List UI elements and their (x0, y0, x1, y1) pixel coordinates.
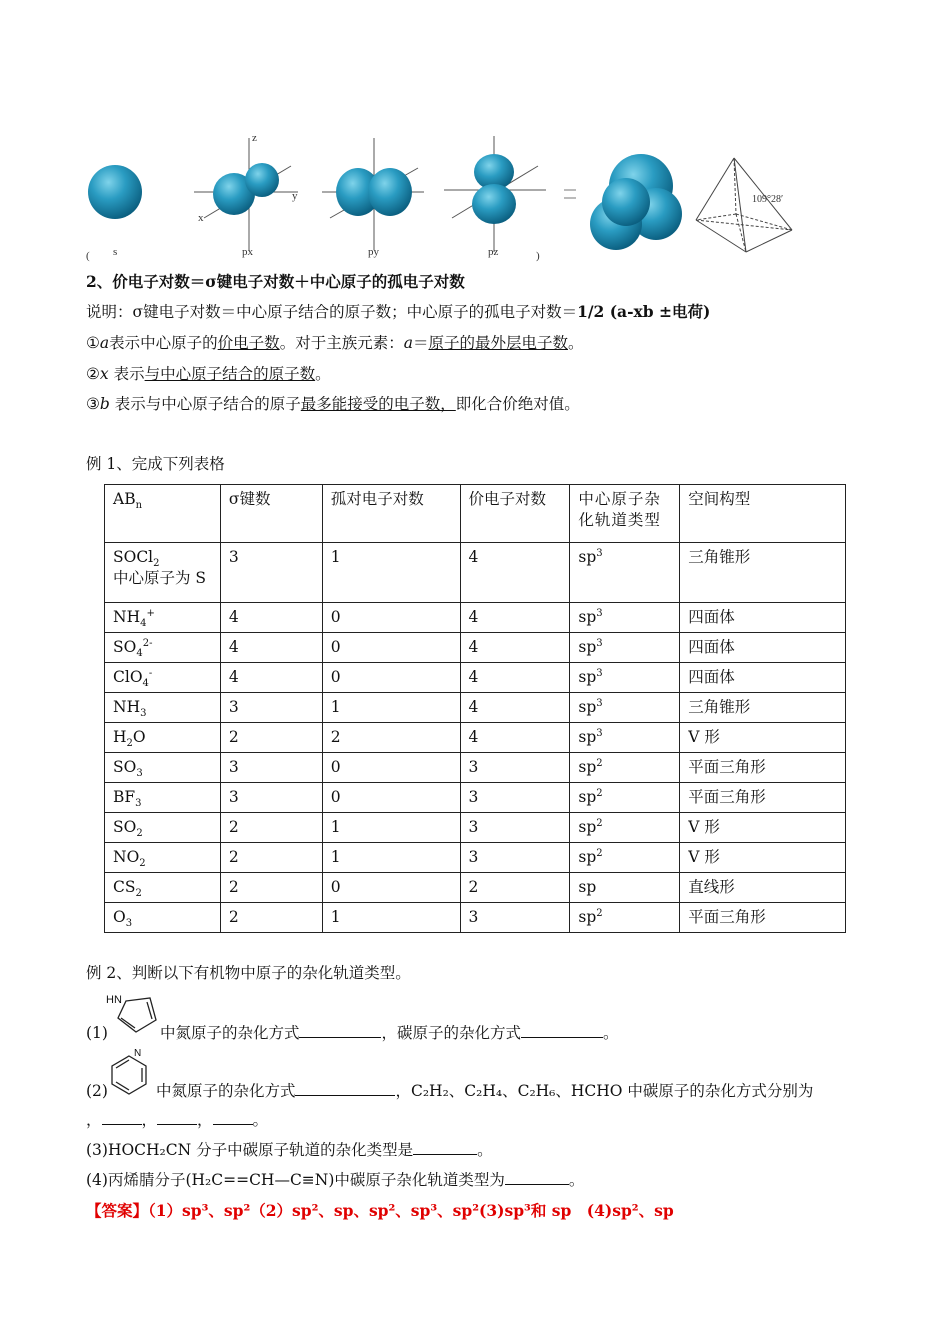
table-row (105, 903, 846, 933)
item-x-line (86, 363, 331, 385)
shape-cell: 平面三角形 (680, 783, 846, 813)
hybrid-cell: $sp^3$ (570, 603, 680, 633)
formula-cell: $NH_4^+$ (105, 603, 221, 633)
lone-pair-cell: 1 (322, 813, 460, 843)
q2-text: 中氮原子的杂化方式 (155, 1082, 296, 1100)
table-header-row (105, 485, 846, 543)
lone-pair-cell: 0 (322, 663, 460, 693)
item-x-marker: ② (86, 365, 100, 383)
header-shape: 空间构型 (680, 485, 846, 543)
header-abn: $AB_n$ (105, 485, 221, 543)
q2-line (86, 1080, 813, 1102)
s-orbital-shape (88, 165, 142, 219)
note-line (86, 301, 710, 323)
hybrid-cell: $sp^2$ (570, 813, 680, 843)
lone-pair-cell: 0 (322, 873, 460, 903)
table-row (105, 813, 846, 843)
lone-pair-cell: 1 (322, 693, 460, 723)
note-prefix: 说明：σ键电子对数＝中心原子结合的原子数；中心原子的孤电子对数＝ (86, 303, 578, 321)
formula-cell: $SO_2$ (105, 813, 221, 843)
q2-sep-2: ， (197, 1111, 213, 1129)
shape-cell: 三角锥形 (680, 693, 846, 723)
q1-line (86, 1022, 619, 1044)
shape-cell: 四面体 (680, 663, 846, 693)
sigma-cell: 2 (220, 873, 322, 903)
hybrid-cell: $sp^2$ (570, 783, 680, 813)
hybrid-cell: $sp^2$ (570, 903, 680, 933)
formula-cell: $H_2O$ (105, 723, 221, 753)
valence-pair-cell: 2 (460, 873, 570, 903)
note-formula: 1/2 (a-xb ±电荷) (577, 302, 711, 321)
valence-pair-cell: 4 (460, 723, 570, 753)
item-b-marker: ③ (86, 395, 100, 413)
hybridization-diagram (86, 128, 801, 264)
table-row (105, 693, 846, 723)
item-a-line (86, 332, 584, 354)
figure-paren-left: ( (86, 250, 90, 262)
valence-pair-cell: 4 (460, 693, 570, 723)
item-b-line (86, 393, 580, 415)
shape-cell: 平面三角形 (680, 903, 846, 933)
valence-pair-cell: 3 (460, 843, 570, 873)
q2-sep-0: ， (86, 1111, 102, 1129)
sigma-cell: 3 (220, 753, 322, 783)
formula-cell: $O_3$ (105, 903, 221, 933)
table-row (105, 873, 846, 903)
lone-pair-cell: 0 (322, 753, 460, 783)
item-b-end: 即化合价绝对值。 (455, 395, 580, 413)
q4-end: 。 (568, 1171, 585, 1189)
shape-cell: 直线形 (680, 873, 846, 903)
answer-line (86, 1200, 674, 1222)
formula-cell: SOCl$_2$ 中心原子为 S (105, 543, 221, 603)
lone-pair-cell: 0 (322, 633, 460, 663)
header-lone: 孤对电子对数 (322, 485, 460, 543)
tetrahedron-diagram (696, 158, 792, 252)
item-x-text: 表示 (108, 365, 145, 383)
hybrid-cell: $sp^2$ (570, 753, 680, 783)
answer-tag: 【答案】 (86, 1201, 149, 1220)
py-orbital-shape (322, 138, 424, 250)
item-a-underline-2: 原子的最外层电子数 (428, 334, 568, 352)
hybrid-cell: $sp^3$ (570, 633, 680, 663)
q3-line (86, 1139, 493, 1161)
q2-text-2: ，C₂H₂、C₂H₄、C₂H₆、HCHO 中碳原子的杂化方式分别为 (395, 1082, 814, 1100)
q4-text: (4)丙烯腈分子(H₂C==CH—C≡N)中碳原子杂化轨道类型为 (86, 1171, 505, 1189)
q1-number: (1) (86, 1024, 108, 1042)
table-body (105, 543, 846, 933)
lone-pair-cell: 1 (322, 843, 460, 873)
valence-pair-cell: 4 (460, 603, 570, 633)
var-x: x (99, 365, 109, 383)
q1-end: 。 (603, 1024, 619, 1042)
hybridization-table (104, 484, 846, 933)
q3-blank[interactable] (413, 1140, 477, 1155)
valence-pair-cell: 3 (460, 753, 570, 783)
section-heading: 2、价电子对数＝σ键电子对数＋中心原子的孤电子对数 (86, 272, 465, 291)
sigma-cell: 2 (220, 723, 322, 753)
valence-pair-cell: 3 (460, 813, 570, 843)
item-b-text: 表示与中心原子结合的原子 (109, 395, 301, 413)
q1-blank-2[interactable] (521, 1023, 603, 1038)
table-row (105, 543, 846, 603)
formula-cell: $SO_3$ (105, 753, 221, 783)
sigma-cell: 4 (220, 633, 322, 663)
sigma-cell: 2 (220, 843, 322, 873)
q4-line (86, 1169, 584, 1191)
pyrrole-hn-label: HN (106, 994, 122, 1006)
hybrid-cell: $sp^2$ (570, 843, 680, 873)
q2-end: 。 (252, 1111, 269, 1129)
item-a-marker: ① (86, 334, 100, 352)
lone-pair-cell: 1 (322, 543, 460, 603)
item-b-underline: 最多能接受的电子数， (300, 395, 456, 413)
valence-pair-cell: 3 (460, 903, 570, 933)
sigma-cell: 2 (220, 813, 322, 843)
q2-blank-2[interactable] (157, 1110, 197, 1125)
lone-pair-cell: 0 (322, 603, 460, 633)
hybrid-cell: $sp^3$ (570, 693, 680, 723)
z-axis-label: z (252, 132, 257, 144)
hybrid-cell: $sp^3$ (570, 723, 680, 753)
example2-title: 例 2、判断以下有机物中原子的杂化轨道类型。 (86, 964, 411, 982)
s-label: s (113, 246, 118, 258)
x-axis-label: x (198, 212, 204, 224)
pz-label: pz (488, 246, 499, 258)
item-a-equals: ＝ (412, 334, 429, 352)
q2-blank-3[interactable] (213, 1110, 253, 1125)
table-row (105, 663, 846, 693)
q1-text-n: 中氮原子的杂化方式 (159, 1024, 300, 1042)
shape-cell: 三角锥形 (680, 543, 846, 603)
header-hybrid: 中心原子杂化轨道类型 (570, 485, 680, 543)
formula-cell: $NH_3$ (105, 693, 221, 723)
pyridine-n-label: N (134, 1048, 142, 1059)
q3-end: 。 (477, 1141, 493, 1159)
sp3-hybrid-orbitals-shape (590, 154, 682, 250)
hybrid-cell: sp (570, 873, 680, 903)
table-row (105, 753, 846, 783)
lone-pair-cell: 1 (322, 903, 460, 933)
q1-blank-1[interactable] (299, 1023, 381, 1038)
q2-blank-n[interactable] (295, 1081, 395, 1096)
shape-cell: 四面体 (680, 603, 846, 633)
shape-cell: 平面三角形 (680, 753, 846, 783)
q2-line-2 (86, 1109, 268, 1131)
example1-title: 例 1、完成下列表格 (86, 455, 225, 473)
header-valence: 价电子对数 (460, 485, 570, 543)
shape-cell: V 形 (680, 843, 846, 873)
var-a: a (99, 334, 110, 352)
lone-pair-cell: 0 (322, 783, 460, 813)
orbital-figure (86, 128, 801, 264)
item-a-end: 。 (567, 334, 584, 352)
hybrid-cell: $sp^3$ (570, 663, 680, 693)
var-a-2: a (403, 334, 413, 352)
table-row (105, 603, 846, 633)
item-x-underline: 与中心原子结合的原子数 (144, 365, 316, 383)
formula-cell: ClO$_4$- (105, 663, 221, 693)
header-sigma: σ键数 (220, 485, 322, 543)
formula-cell: $NO_2$ (105, 843, 221, 873)
sigma-cell: 3 (220, 783, 322, 813)
tetrahedral-angle-label: 109°28′ (752, 194, 784, 205)
py-label: py (368, 246, 379, 258)
formula-cell: $CS_2$ (105, 873, 221, 903)
figure-paren-right: ) (536, 250, 540, 262)
item-a-text: 表示中心原子的 (109, 334, 218, 352)
q2-sep-1: ， (141, 1111, 158, 1129)
table-row (105, 783, 846, 813)
lone-pair-cell: 2 (322, 723, 460, 753)
table-row (105, 723, 846, 753)
sigma-cell: 4 (220, 603, 322, 633)
answer-body: （1）sp³、sp²（2）sp²、sp、sp²、sp³、sp²(3)sp³和 sp (4)sp²、sp (148, 1201, 674, 1220)
shape-cell: 四面体 (680, 633, 846, 663)
formula-cell: $BF_3$ (105, 783, 221, 813)
item-a-underline-1: 价电子数 (217, 334, 280, 352)
valence-pair-cell: 4 (460, 633, 570, 663)
item-a-text-2: 。对于主族元素： (279, 334, 404, 352)
shape-cell: V 形 (680, 813, 846, 843)
q1-text-c: ，碳原子的杂化方式 (381, 1024, 521, 1042)
valence-pair-cell: 4 (460, 663, 570, 693)
formula-cell: $SO_4^{2-}$ (105, 633, 221, 663)
valence-pair-cell: 3 (460, 783, 570, 813)
y-axis-label: y (292, 190, 298, 202)
px-label: px (242, 246, 253, 258)
shape-cell: V 形 (680, 723, 846, 753)
valence-pair-cell: 4 (460, 543, 570, 603)
sigma-cell: 2 (220, 903, 322, 933)
q2-blank-1[interactable] (102, 1110, 142, 1125)
sigma-cell: 3 (220, 693, 322, 723)
hybrid-cell: $sp^3$ (570, 543, 680, 603)
px-orbital-shape (194, 138, 298, 250)
q4-blank[interactable] (505, 1170, 569, 1185)
pz-orbital-shape (444, 136, 546, 252)
sigma-cell: 4 (220, 663, 322, 693)
q3-text: (3)HOCH₂CN 分子中碳原子轨道的杂化类型是 (86, 1141, 414, 1159)
q2-number: (2) (86, 1082, 108, 1100)
table-row (105, 633, 846, 663)
var-b: b (99, 395, 110, 413)
sigma-cell: 3 (220, 543, 322, 603)
item-x-end: 。 (315, 365, 331, 383)
table-row (105, 843, 846, 873)
